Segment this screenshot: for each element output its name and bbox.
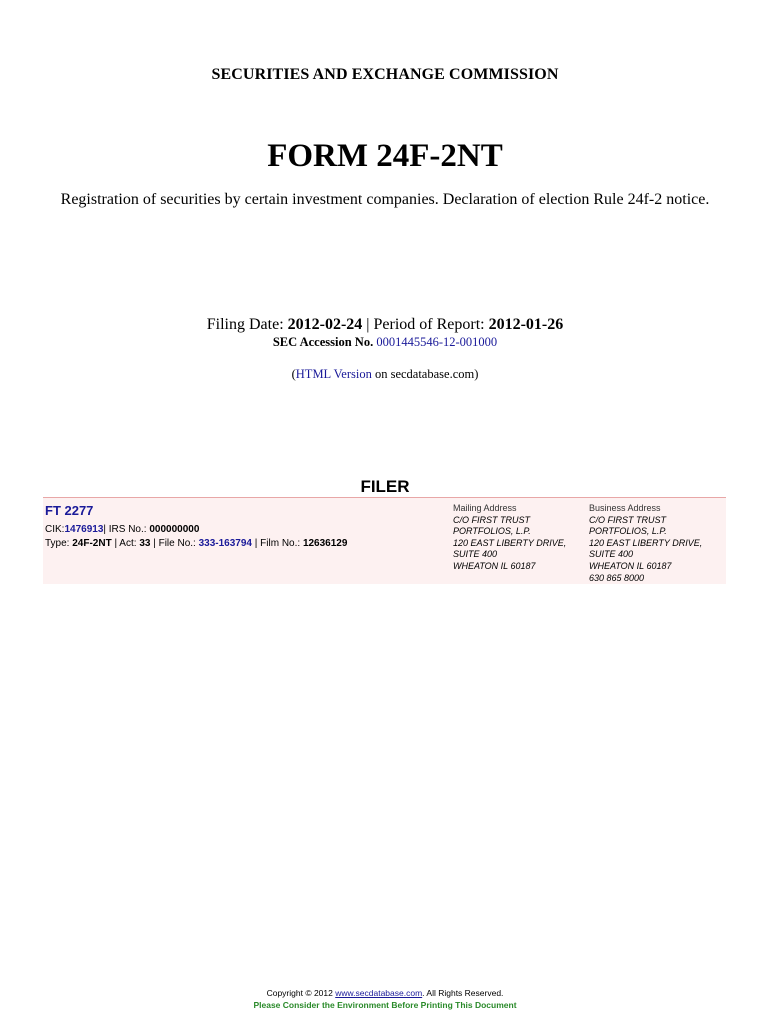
mailing-address-title: Mailing Address	[453, 503, 517, 513]
business-address-line: 120 EAST LIBERTY DRIVE,	[589, 537, 703, 548]
html-version-link[interactable]: HTML Version	[295, 367, 372, 381]
filing-info-line	[0, 316, 770, 334]
business-address-line: WHEATON IL 60187	[589, 560, 672, 571]
form-title: FORM 24F-2NT	[267, 138, 503, 174]
irs-label: | IRS No.:	[103, 524, 150, 535]
act-label: | Act:	[111, 538, 140, 549]
copyright-prefix: Copyright © 2012	[266, 988, 336, 998]
film-number-value: 12636129	[302, 538, 348, 549]
mailing-address	[453, 503, 566, 573]
business-address	[589, 503, 702, 584]
business-address-line: PORTFOLIOS, L.P.	[589, 526, 667, 537]
period-value: 2012-01-26	[488, 316, 564, 333]
filing-date-label: Filing Date:	[206, 316, 288, 333]
filing-separator: |	[362, 316, 374, 333]
form-description: Registration of securities by certain investment companies. Declaration of election Rule 24f-2 notice.	[60, 191, 710, 208]
mailing-address-line: C/O FIRST TRUST	[453, 514, 530, 525]
html-version-suffix: on secdatabase.com)	[371, 367, 479, 381]
open-paren: (	[291, 367, 296, 381]
copyright-line	[0, 987, 770, 999]
copyright-suffix: . All Rights Reserved.	[422, 988, 504, 998]
business-address-title: Business Address	[589, 503, 661, 513]
mailing-address-line: SUITE 400	[453, 549, 498, 560]
secdatabase-link[interactable]: www.secdatabase.com	[335, 988, 423, 998]
accession-label: SEC Accession No.	[272, 335, 377, 349]
file-number-link[interactable]: 333-163794	[198, 538, 252, 549]
business-address-line: C/O FIRST TRUST	[589, 514, 666, 525]
cik-label: CIK:	[45, 524, 65, 535]
accession-line	[0, 335, 770, 350]
file-label: | File No.:	[150, 538, 199, 549]
filing-date-value: 2012-02-24	[287, 316, 363, 333]
act-value: 33	[139, 538, 151, 549]
film-label: | Film No.:	[252, 538, 303, 549]
type-value: 24F-2NT	[72, 538, 112, 549]
irs-value: 000000000	[149, 524, 200, 535]
mailing-address-line: 120 EAST LIBERTY DRIVE,	[453, 537, 567, 548]
business-phone: 630 865 8000	[589, 572, 645, 583]
mailing-address-line: PORTFOLIOS, L.P.	[453, 526, 531, 537]
period-label: Period of Report:	[373, 316, 489, 333]
cik-link[interactable]: 1476913	[64, 524, 104, 535]
agency-heading: SECURITIES AND EXCHANGE COMMISSION	[211, 66, 559, 83]
business-address-line: SUITE 400	[589, 549, 634, 560]
mailing-address-line: WHEATON IL 60187	[453, 560, 536, 571]
html-version-line	[0, 367, 770, 382]
accession-number-link[interactable]: 0001445546-12-001000	[376, 335, 498, 349]
filer-type-line	[45, 538, 347, 549]
filer-box	[43, 497, 726, 584]
filer-cik-line	[45, 524, 199, 535]
footer	[0, 987, 770, 1011]
filer-heading: FILER	[360, 477, 410, 496]
type-label: Type:	[45, 538, 73, 549]
filer-name-link[interactable]: FT 2277	[45, 503, 94, 518]
environment-note: Please Consider the Environment Before Printing This Document	[253, 1000, 517, 1010]
